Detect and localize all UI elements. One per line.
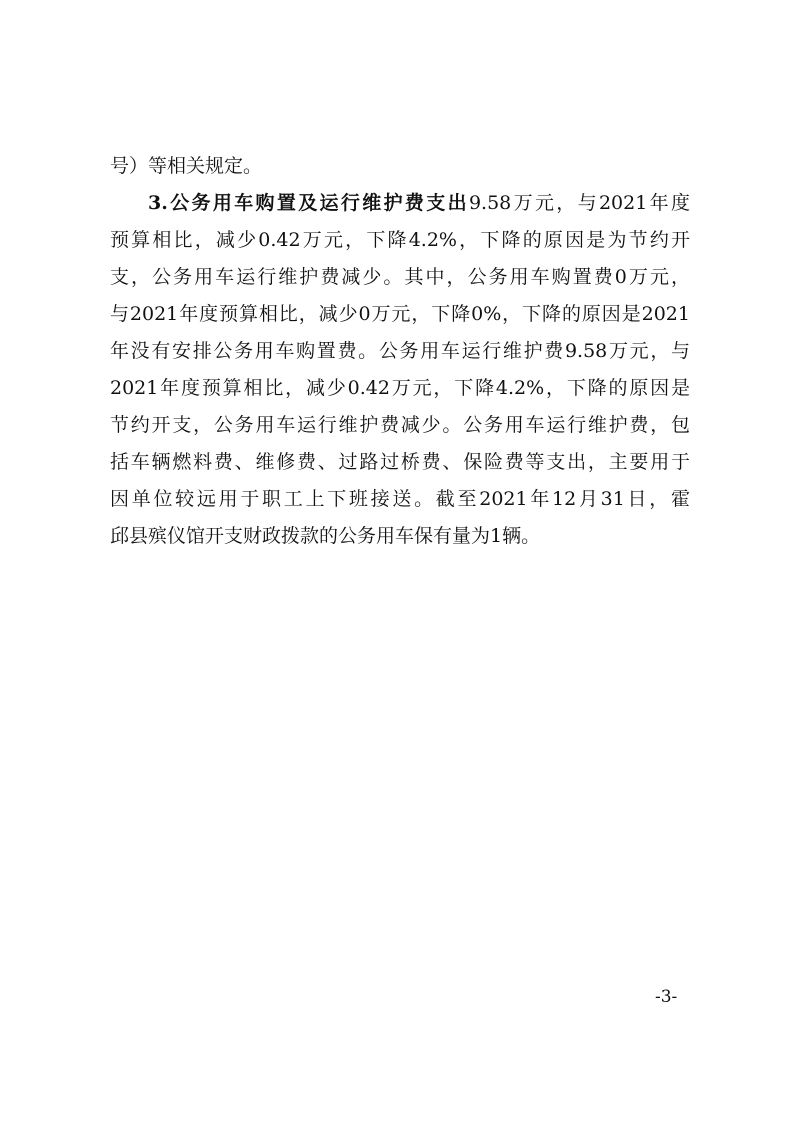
paragraph-line: 括车辆燃料费、维修费、过路过桥费、保险费等支出，主要用于 (110, 451, 690, 473)
section-heading: 3.公务用车购置及运行维护费支出 (148, 192, 469, 214)
section-heading-line (110, 185, 690, 222)
paragraph-line: 节约开支，公务用车运行维护费减少。公务用车运行维护费，包 (110, 414, 690, 436)
paragraph-line: 因单位较远用于职工上下班接送。截至2021年12月31日，霍 (110, 488, 690, 510)
paragraph-line: 预算相比，减少0.42万元，下降4.2%，下降的原因是为节约开 (110, 229, 690, 251)
paragraph-line: 与2021年度预算相比，减少0万元，下降0%，下降的原因是2021 (110, 303, 690, 325)
page-number: -3- (655, 987, 678, 1007)
paragraph-line: 年没有安排公务用车购置费。公务用车运行维护费9.58万元，与 (110, 340, 690, 362)
body-text (110, 148, 690, 555)
paragraph-line: 号）等相关规定。 (110, 155, 263, 177)
section-heading-continuation: 9.58万元，与2021年度 (468, 192, 690, 214)
paragraph-line: 支，公务用车运行维护费减少。其中，公务用车购置费0万元， (110, 266, 690, 288)
paragraph-line: 2021年度预算相比，减少0.42万元，下降4.2%，下降的原因是 (110, 377, 690, 399)
paragraph-line: 邱县殡仪馆开支财政拨款的公务用车保有量为1辆。 (110, 525, 541, 547)
